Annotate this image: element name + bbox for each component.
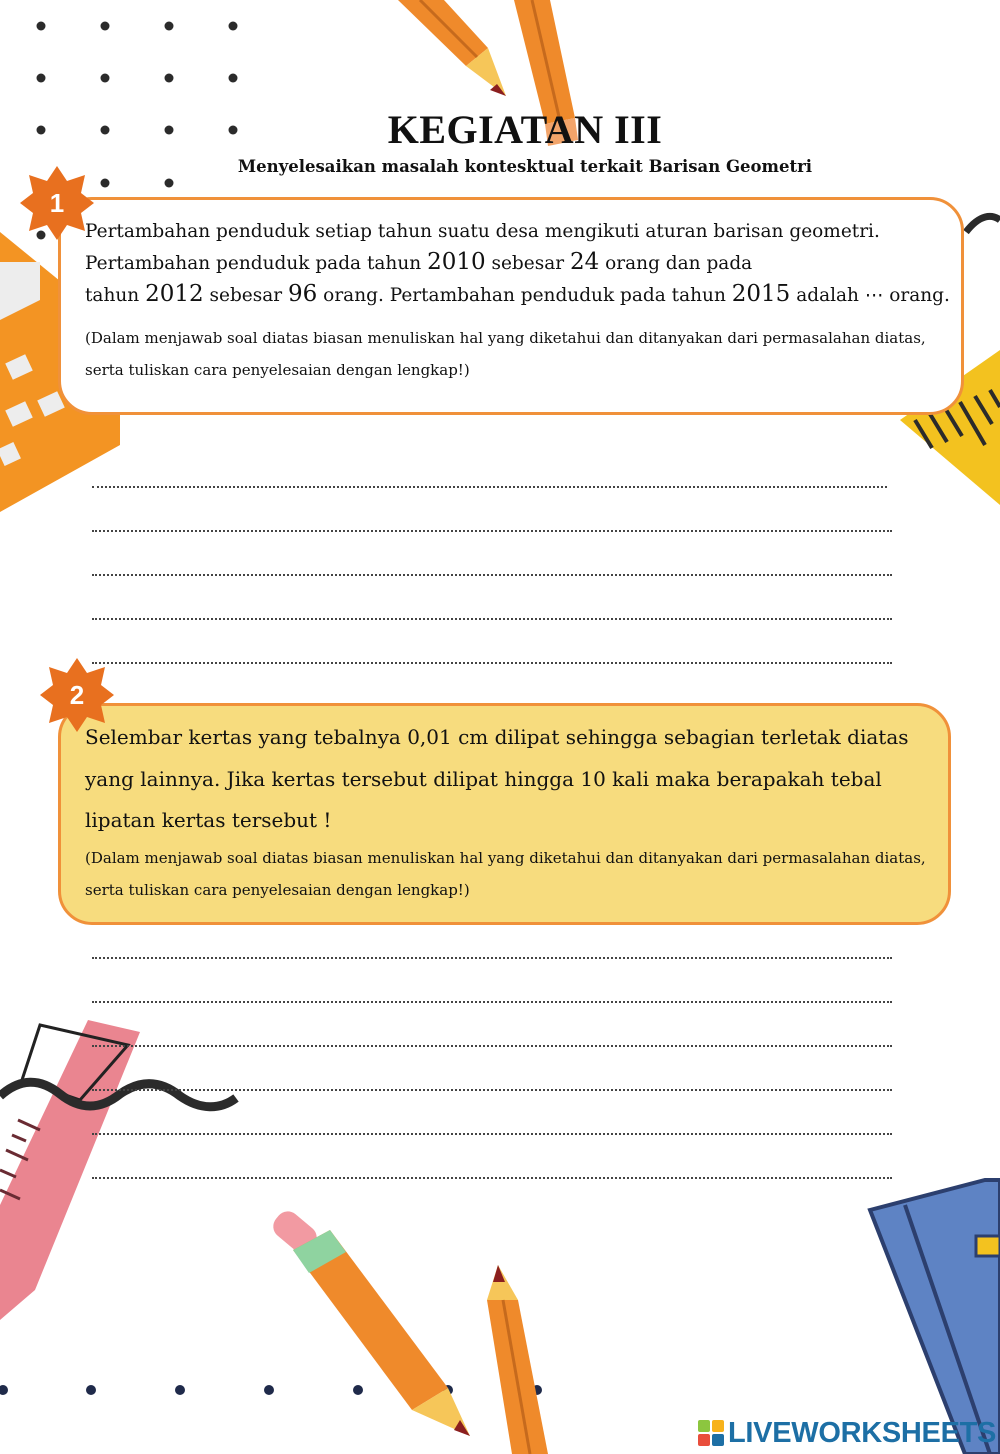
answer-line[interactable] xyxy=(92,530,892,532)
answer-line[interactable] xyxy=(92,1045,892,1047)
question-2-number: 2 xyxy=(69,680,85,710)
count-24: 24 xyxy=(569,249,600,275)
text-segment: adalah ⋯ orang. xyxy=(790,285,950,306)
text-segment: sebesar xyxy=(485,253,570,274)
text-segment: orang dan pada xyxy=(599,253,753,274)
question-1-number: 1 xyxy=(49,188,65,218)
question-1-line-2 xyxy=(85,247,955,279)
squiggle-top-right xyxy=(966,216,1000,232)
liveworksheets-logo-icon xyxy=(698,1420,724,1446)
text-segment: sebesar xyxy=(203,285,289,306)
question-1-line-3 xyxy=(85,279,955,311)
dot-row-bottom xyxy=(0,1385,542,1395)
text-segment: orang. Pertambahan penduduk pada tahun xyxy=(317,285,732,306)
liveworksheets-brand: LIVEWORKSHEETS xyxy=(728,1416,997,1449)
count-96: 96 xyxy=(288,281,318,307)
question-1-hint: (Dalam menjawab soal diatas biasan menuliskan hal yang diketahui dan ditanyakan dari permasalahan diatas, serta tuliskan cara penyelesaian dengan lengkap!) xyxy=(85,329,926,379)
answer-line[interactable] xyxy=(92,1177,892,1179)
question-2-hint: (Dalam menjawab soal diatas biasan menuliskan hal yang diketahui dan ditanyakan dari permasalahan diatas, serta tuliskan cara penyelesaian dengan lengkap!) xyxy=(85,849,926,899)
pink-ruler-bottom-left xyxy=(0,1020,140,1320)
year-2015: 2015 xyxy=(731,281,791,307)
page-subtitle: Menyelesaikan masalah kontesktual terkait Barisan Geometri xyxy=(237,157,813,176)
answer-line[interactable] xyxy=(92,957,892,959)
question-1-line-1: Pertambahan penduduk setiap tahun suatu desa mengikuti aturan barisan geometri. xyxy=(85,221,880,242)
answer-line[interactable] xyxy=(92,1089,892,1091)
pencil-bottom-left xyxy=(268,1206,470,1436)
liveworksheets-logo xyxy=(698,1413,996,1453)
answer-line[interactable] xyxy=(92,574,892,576)
question-1-text xyxy=(85,216,955,311)
page-title: KEGIATAN III xyxy=(387,107,663,152)
answer-line[interactable] xyxy=(92,618,892,620)
pencil-bottom-center xyxy=(487,1265,548,1454)
text-segment: tahun xyxy=(85,285,146,306)
pencil-top-left xyxy=(398,0,506,96)
answer-line[interactable] xyxy=(92,486,887,488)
year-2012: 2012 xyxy=(145,281,204,307)
text-segment: Pertambahan penduduk pada tahun xyxy=(85,253,428,274)
question-2-text: Selembar kertas yang tebalnya 0,01 cm dilipat sehingga sebagian terletak diatas yang lainnya. Jika kertas tersebut dilipat hingga 10 kali maka berapakah tebal lipatan kertas tersebut ! xyxy=(85,725,909,832)
year-2010: 2010 xyxy=(427,249,486,275)
answer-line[interactable] xyxy=(92,662,892,664)
answer-line[interactable] xyxy=(92,1133,892,1135)
answer-line[interactable] xyxy=(92,1001,892,1003)
